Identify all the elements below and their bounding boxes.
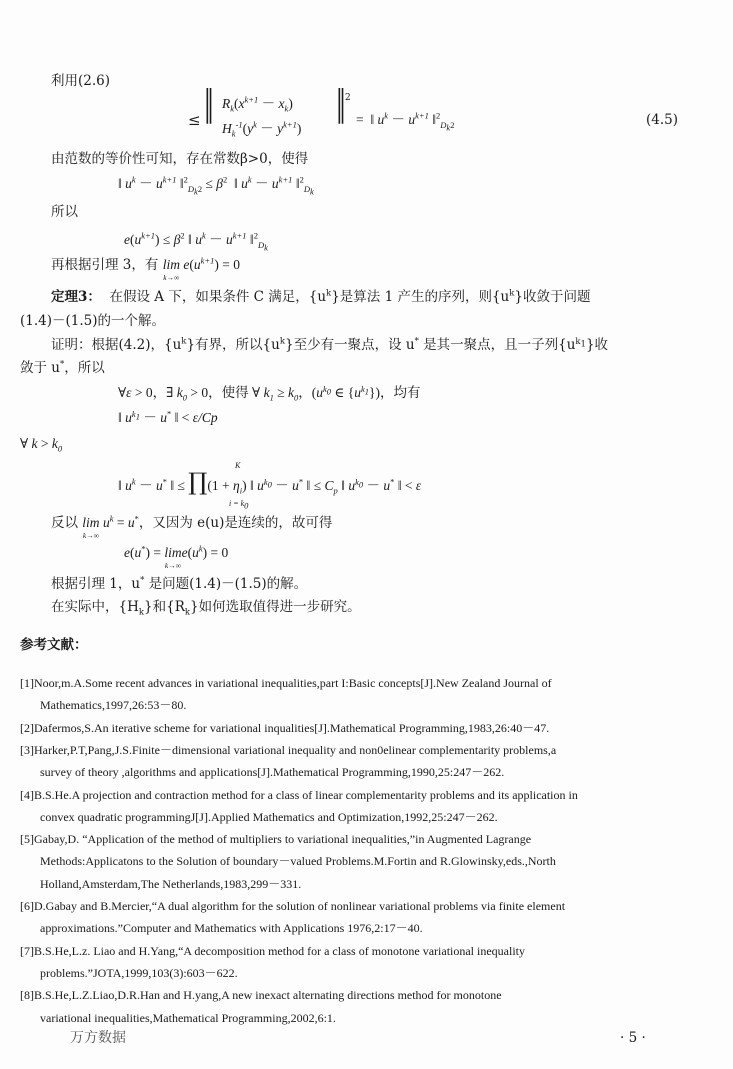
reference-continuation: approximations.”Computer and Mathematics with Applications 1976,2:17－40.: [40, 921, 423, 936]
equation-row: $e(u^{k+1}) \le \beta^2$ ‖ $u^k - u^{k+1}$ ‖$^2_{D_k}$: [124, 230, 268, 253]
equation-row: ‖ $u^k - u^{k+1}$ ‖$^2_{D_k2}$ ≤ $\beta^2$ ‖ $u^k - u^{k+1}$ ‖$^2_{D_k}$: [118, 174, 314, 197]
norm-bar-left: ‖: [204, 83, 214, 124]
text-line: 根据引理 1，u* 是问题(1.4)－(1.5)的解。: [51, 575, 308, 592]
equation-number: (4.5): [646, 112, 679, 128]
text-line: 所以: [51, 204, 78, 220]
reference-item: [5]Gabay,D. “Application of the method of multipliers to variational inequalities,”in Augmented Lagrange: [20, 832, 532, 847]
reference-continuation: problems.”JOTA,1999,103(3):603－622.: [40, 965, 238, 980]
reference-item: [1]Noor,m.A.Some recent advances in variational inequalities,part I:Basic concepts[J].New Zealand Journal of: [20, 676, 552, 690]
reference-continuation: Methods:Applicatons to the Solution of boundary－valued Problems.M.Fortin and R.Glowinsky,eds.,North: [40, 854, 556, 869]
reference-item: [3]Harker,P.T,Pang,J.S.Finite－dimensional variational inequality and non0elinear complementarity problems,a: [20, 742, 557, 757]
norm-bar-right: ‖: [336, 83, 346, 124]
text-line: 反以 lim k→∞ $u^k = u^*$，又因为 e(u)是连续的，故可得: [51, 513, 333, 540]
proof-line: 证明：根据(4.2)，$\{u^k\}$有界，所以$\{u^k\}$至少有一聚点，设 u* 是其一聚点，且一子列$\{u^{k_1}\}$收: [51, 336, 609, 353]
theorem-3: 定理3： 在假设 A 下，如果条件 C 满足，$\{u^k\}$是算法 1 产生的序列，则$\{u^k\}$收敛于问题: [51, 288, 591, 305]
reference-continuation: Holland,Amsterdam,The Netherlands,1983,299－331.: [40, 876, 302, 891]
text-line: 再根据引理 3，有 lim k→∞ $e(u^{k+1}) = 0$: [51, 255, 240, 282]
proof-line: 敛于 u*，所以: [20, 359, 105, 376]
text-line: 在实际中，$\{H_k\}$和$\{R_k\}$如何选取值得进一步研究。: [51, 599, 361, 618]
text-line: 由范数的等价性可知，存在常数β>0，使得: [51, 151, 309, 167]
equation-row: e(u*) = lim k→∞ $e(u^k) = 0$: [124, 543, 229, 570]
equation-row: = ‖ $u^k - u^{k+1}$ ‖$^2_{D_k2}$: [356, 110, 455, 133]
reference-item: [7]B.S.He,L.z. Liao and H.Yang,“A decomposition method for a class of monotone variational inequality: [20, 943, 526, 958]
reference-continuation: survey of theory ,algorithms and applications[J].Mathematical Programming,1990,25:247－262.: [40, 765, 505, 780]
reference-continuation: convex quadratic programmingJ[J].Applied Mathematics and Optimization,1992,25:247－262.: [40, 809, 498, 824]
reference-item: [8]B.S.He,L.Z.Liao,D.R.Han and H.yang,A new inexact alternating directions method for monotone: [20, 988, 502, 1003]
text-line: 利用(2.6): [51, 73, 111, 89]
reference-continuation: variational inequalities,Mathematical Programming,2002,6:1.: [40, 1010, 336, 1025]
equation-row: ∀ε > 0，∃ $k_0 > 0$，使得 ∀ $k_1 \ge k_0$，($u^{k_0}$ ∈ $\{u^{k_1}\}$)，均有: [118, 383, 421, 403]
reference-item: [6]D.Gabay and B.Mercier,“A dual algorithm for the solution of nonlinear variational problems via finite element: [20, 899, 566, 913]
paper-page: 利用(2.6) ≤ ‖ $R_k(x^{k+1} - x_k)$ $H_k^{-1}(y^k - y^{k+1})$ ‖ 2 = ‖ $u^k - u^{k+1}$ ‖$^2_{D_k2}$ (4.5) 由范数的等价性可知，存在常数β>0，使得 ‖ $u^k - u^{k+1}$ ‖$^2_{D_k2}$ ≤ $\beta^2$ ‖ $u^k - u^{k+1}$ ‖$^2_{D_k}$ 所以 $e(u^{k+1}) \le \beta^2$ ‖ $u^k - u^{k+1}$ ‖$^2_{D_k}$ 再根据引理 3，有 lim k→∞ $e(u^{k+1}) = 0$ 定理3： 在假设 A 下，如果条件 C 满足，$\{u^k\}$是算法 1 产生的序列，则$\{u^k\}$收敛于问题 (1.4)－(1.5)的一个解。 证明：根据(4.2)，$\{u^k\}$有界，所以$\{u^k\}$至少有一聚点，设 u* 是其一聚点，且一子列$\{u^{k_1}\}$收 敛于 u*，所以 ∀ε > 0，∃ $k_0 > 0$，使得 ∀ $k_1 \ge k_0$，($u^{k_0}$ ∈ $\{u^{k_1}\}$)，均有 ‖ $u^{k_1} - u^*$ ‖ < ε/Cp ∀ $k > k_0$ K ‖ $u^k - u^*$ ‖ ≤ ∏(1 + $\eta_i$) ‖ $u^{k_0} - u^*$ ‖ ≤ $C_p$ ‖ $u^{k_0} - u^*$ ‖ < ε $i = k_0$ 反以 lim k→∞ $u^k = u^*$，又因为 e(u)是连续的，故可得 e(u*) = lim k→∞ $e(u^k) = 0$ 根据引理 1，u* 是问题(1.4)－(1.5)的解。 在实际中，$\{H_k\}$和$\{R_k\}$如何选取值得进一步研究。 参考文献： [1]Noor,m.A.Some recent advances in variational inequalities,part I:Basic concepts[J].New Zealand Journal of Mathematics,1997,26:53－80. [2]Dafermos,S.An iterative scheme for variational inqualities[J].Mathematical Programming,1983,26:40－47. [3]Harker,P.T,Pang,J.S.Finite－dimensional variational inequality and non0elinear complementarity problems,a survey of theory ,algorithms and applications[J].Mathematical Programming,1990,25:247－262. [4]B.S.He.A projection and contraction method for a class of linear complementarity problems and its application in convex quadratic programmingJ[J].Applied Mathematics and Optimization,1992,25:247－262. [5]Gabay,D. “Application of the method of multipliers to variational inequalities,”in Augmented Lagrange Methods:Applicatons to the Solution of boundary－valued Problems.M.Fortin and R.Glowinsky,eds.,North Holland,Amsterdam,The Netherlands,1983,299－331. [6]D.Gabay and B.Mercier,“A dual algorithm for the solution of nonlinear variational problems via finite element approximations.”Computer and Mathematics with Applications 1976,2:17－40. [7]B.S.He,L.z. Liao and H.Yang,“A decomposition method for a class of monotone variational inequality problems.”JOTA,1999,103(3):603－622. [8]B.S.He,L.Z.Liao,D.R.Han and H.yang,A new inexact alternating directions method for monotone variational inequalities,Mathematical Programming,2002,6:1. 万方数据 · 5 ·: [20, 73, 679, 1046]
equation-row: $H_k^{-1}(y^k - y^{k+1})$: [222, 119, 302, 139]
equation-row: $R_k(x^{k+1} - x_k)$: [222, 94, 293, 114]
reference-item: [4]B.S.He.A projection and contraction method for a class of linear complementarity problems and its application in: [20, 787, 578, 802]
reference-continuation: Mathematics,1997,26:53－80.: [40, 698, 187, 713]
equation-row: ‖ $u^k - u^*$ ‖ ≤ ∏(1 + $\eta_i$) ‖ $u^{k_0} - u^*$ ‖ ≤ $C_p$ ‖ $u^{k_0} - u^*$ ‖ < ε: [118, 468, 422, 496]
text-line: (1.4)－(1.5)的一个解。: [20, 313, 166, 329]
watermark-text: 万方数据: [70, 1030, 126, 1046]
references-title: 参考文献：: [20, 637, 88, 653]
page-number: · 5 ·: [620, 1030, 646, 1046]
equation-row: ‖ $u^{k_1} - u^*$ ‖ < ε/Cp: [118, 408, 218, 425]
reference-item: [2]Dafermos,S.An iterative scheme for variational inqualities[J].Mathematical Programming,1983,26:40－47.: [20, 720, 550, 735]
equation-row: ∀ $k > k_0$: [20, 436, 63, 454]
